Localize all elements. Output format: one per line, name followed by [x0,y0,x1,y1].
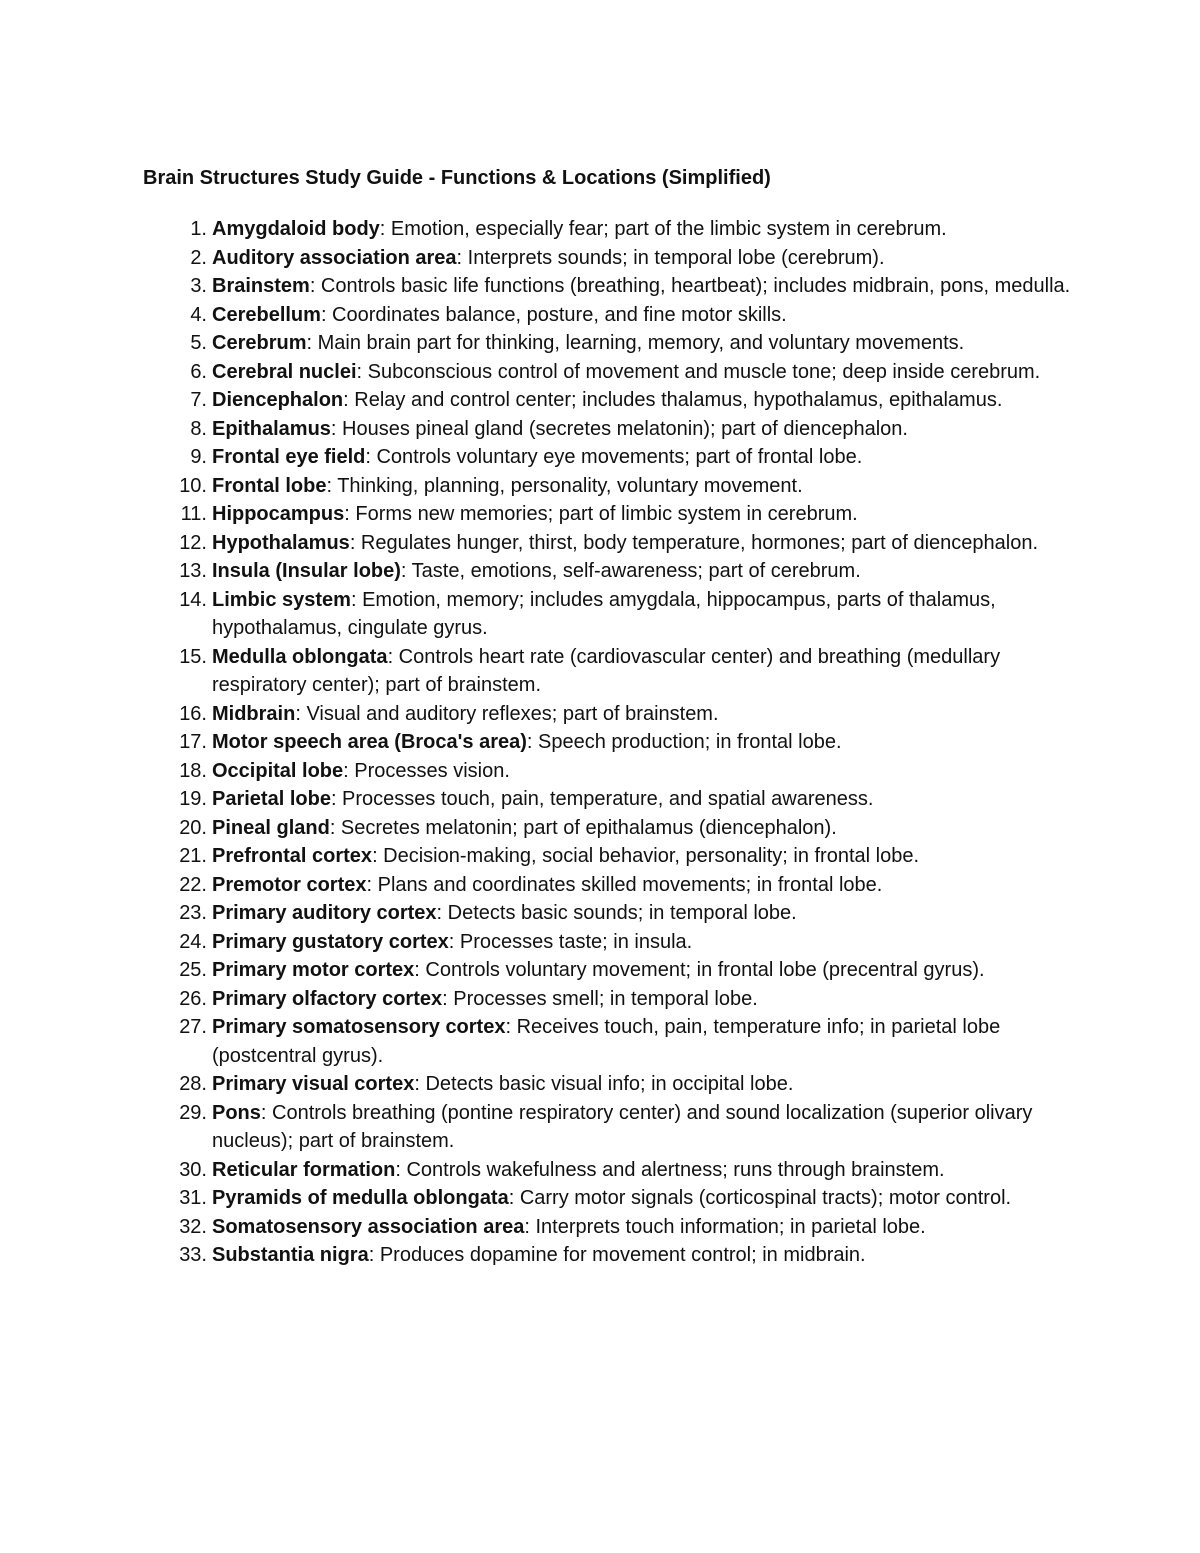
item-number: 6. [190,360,207,383]
item-description: : Decision-making, social behavior, personality; in frontal lobe. [372,845,920,867]
list-item [0,586,1082,643]
list-item [0,728,1082,757]
item-number: 19. [179,788,207,810]
list-item [0,244,1082,273]
item-description: : Secretes melatonin; part of epithalamus (diencephalon). [329,816,837,839]
item-number: 12. [179,531,207,554]
list-item [0,301,1082,330]
item-description: : Carry motor signals (corticospinal tracts); motor control. [508,1187,1012,1209]
item-term: Motor speech area (Broca's area) [212,731,527,753]
list-item [0,700,1082,729]
item-number: 23. [179,902,207,924]
list-item [0,985,1082,1014]
item-number: 32. [179,1215,207,1238]
item-term: Frontal eye field [212,446,366,468]
list-item [0,757,1082,786]
list-item [0,928,1082,957]
list-item [0,500,1082,529]
item-number: 20. [179,816,207,839]
item-term: Reticular formation [212,1158,396,1181]
item-description: : Controls breathing (pontine respiratory center) and sound localization (superior olivary nucleus); part of brainstem. [212,1101,1033,1152]
item-term: Substantia nigra [212,1244,369,1266]
item-number: 9. [190,446,207,468]
list-item [0,956,1082,985]
item-term: Diencephalon [212,389,344,411]
item-number: 29. [179,1101,207,1124]
item-number: 31. [179,1187,207,1209]
item-term: Limbic system [212,588,351,611]
list-item [0,358,1082,387]
item-term: Frontal lobe [212,474,327,497]
item-description: : Speech production; in frontal lobe. [526,731,842,753]
item-number: 22. [179,873,207,896]
item-description: : Visual and auditory reflexes; part of brainstem. [295,702,719,725]
item-term: Primary somatosensory cortex [212,1016,506,1038]
item-description: : Detects basic sounds; in temporal lobe. [436,902,797,924]
item-description: : Plans and coordinates skilled movements; in frontal lobe. [366,873,883,896]
item-number: 2. [190,246,207,269]
item-term: Primary olfactory cortex [212,987,443,1010]
item-description: : Controls heart rate (cardiovascular center) and breathing (medullary respiratory center); part of brainstem. [212,645,1001,696]
item-description: : Processes vision. [343,759,510,782]
item-description: : Produces dopamine for movement control; in midbrain. [368,1244,866,1266]
item-term: Cerebellum [212,303,321,326]
item-term: Midbrain [212,702,296,725]
item-term: Parietal lobe [212,788,331,810]
item-term: Auditory association area [212,246,457,269]
item-term: Insula (Insular lobe) [212,560,401,582]
item-number: 11. [180,503,207,525]
item-description: : Controls wakefulness and alertness; runs through brainstem. [395,1158,945,1181]
item-number: 17. [179,731,207,753]
item-number: 4. [190,303,207,326]
list-item [0,329,1082,358]
item-number: 33. [179,1244,207,1266]
item-number: 21. [179,845,207,867]
item-term: Cerebrum [212,332,307,354]
list-item [0,1213,1082,1242]
item-number: 7. [190,389,207,411]
item-description: : Thinking, planning, personality, voluntary movement. [326,474,803,497]
list-item [0,643,1082,700]
list-item [0,215,1082,244]
item-number: 24. [179,930,207,953]
list-item [0,785,1082,814]
list-item [0,899,1082,928]
item-number: 10. [179,474,207,497]
item-term: Hippocampus [212,503,345,525]
list-item [0,443,1082,472]
item-term: Brainstem [212,275,310,297]
item-number: 13. [179,560,207,582]
item-number: 26. [179,987,207,1010]
list-item [0,1184,1082,1213]
item-number: 8. [190,417,207,440]
item-description: : Processes touch, pain, temperature, and spatial awareness. [330,788,874,810]
item-description: : Regulates hunger, thirst, body temperature, hormones; part of diencephalon. [349,531,1039,554]
item-term: Somatosensory association area [212,1215,525,1238]
item-description: : Processes smell; in temporal lobe. [442,987,758,1010]
item-description: : Emotion, especially fear; part of the limbic system in cerebrum. [379,218,947,240]
item-description: : Receives touch, pain, temperature info; in parietal lobe (postcentral gyrus). [212,1016,1001,1067]
list-item [0,871,1082,900]
item-description: : Main brain part for thinking, learning, memory, and voluntary movements. [306,332,965,354]
list-item [0,529,1082,558]
item-number: 14. [179,588,207,611]
item-description: : Emotion, memory; includes amygdala, hippocampus, parts of thalamus, hypothalamus, cingulate gyrus. [212,588,996,639]
item-term: Premotor cortex [212,873,367,896]
item-term: Occipital lobe [212,759,344,782]
list-item [0,1241,1082,1270]
item-description: : Controls basic life functions (breathing, heartbeat); includes midbrain, pons, medulla. [309,275,1071,297]
item-number: 30. [179,1158,207,1181]
item-term: Primary visual cortex [212,1073,415,1095]
item-description: : Coordinates balance, posture, and fine motor skills. [320,303,787,326]
list-item [0,386,1082,415]
item-description: : Forms new memories; part of limbic system in cerebrum. [344,503,858,525]
list-item [0,1156,1082,1185]
item-term: Medulla oblongata [212,645,388,668]
item-term: Prefrontal cortex [212,845,373,867]
item-number: 15. [179,645,207,668]
item-number: 25. [179,959,207,981]
item-term: Primary auditory cortex [212,902,437,924]
list-item [0,272,1082,301]
item-description: : Relay and control center; includes thalamus, hypothalamus, epithalamus. [343,389,1003,411]
item-description: : Interprets touch information; in parietal lobe. [524,1215,926,1238]
item-description: : Controls voluntary movement; in frontal lobe (precentral gyrus). [414,959,985,981]
list-item [0,557,1082,586]
list-item [0,1070,1082,1099]
item-description: : Processes taste; in insula. [448,930,693,953]
item-term: Epithalamus [212,417,331,440]
item-term: Amygdaloid body [212,218,380,240]
list-item [0,415,1082,444]
item-term: Primary gustatory cortex [212,930,449,953]
item-term: Pons [212,1101,261,1124]
item-term: Hypothalamus [212,531,350,554]
item-description: : Controls voluntary eye movements; part of frontal lobe. [365,446,863,468]
item-term: Pineal gland [212,816,330,839]
list-item [0,814,1082,843]
item-description: : Detects basic visual info; in occipital lobe. [414,1073,794,1095]
item-number: 5. [190,332,207,354]
item-description: : Houses pineal gland (secretes melatonin); part of diencephalon. [330,417,908,440]
list-item [0,1013,1082,1070]
item-number: 16. [179,702,207,725]
item-number: 27. [179,1016,207,1038]
item-number: 1. [190,218,207,240]
item-term: Cerebral nuclei [212,360,357,383]
item-number: 18. [179,759,207,782]
study-guide-list [0,215,1082,1270]
list-item [0,1099,1082,1156]
document-title: Brain Structures Study Guide - Functions & Locations (Simplified) [143,167,771,189]
item-description: : Taste, emotions, self-awareness; part of cerebrum. [400,560,861,582]
item-term: Pyramids of medulla oblongata [212,1187,509,1209]
list-item [0,472,1082,501]
item-number: 3. [190,275,207,297]
list-item [0,842,1082,871]
item-description: : Interprets sounds; in temporal lobe (cerebrum). [456,246,885,269]
item-number: 28. [179,1073,207,1095]
item-description: : Subconscious control of movement and muscle tone; deep inside cerebrum. [356,360,1041,383]
item-term: Primary motor cortex [212,959,415,981]
